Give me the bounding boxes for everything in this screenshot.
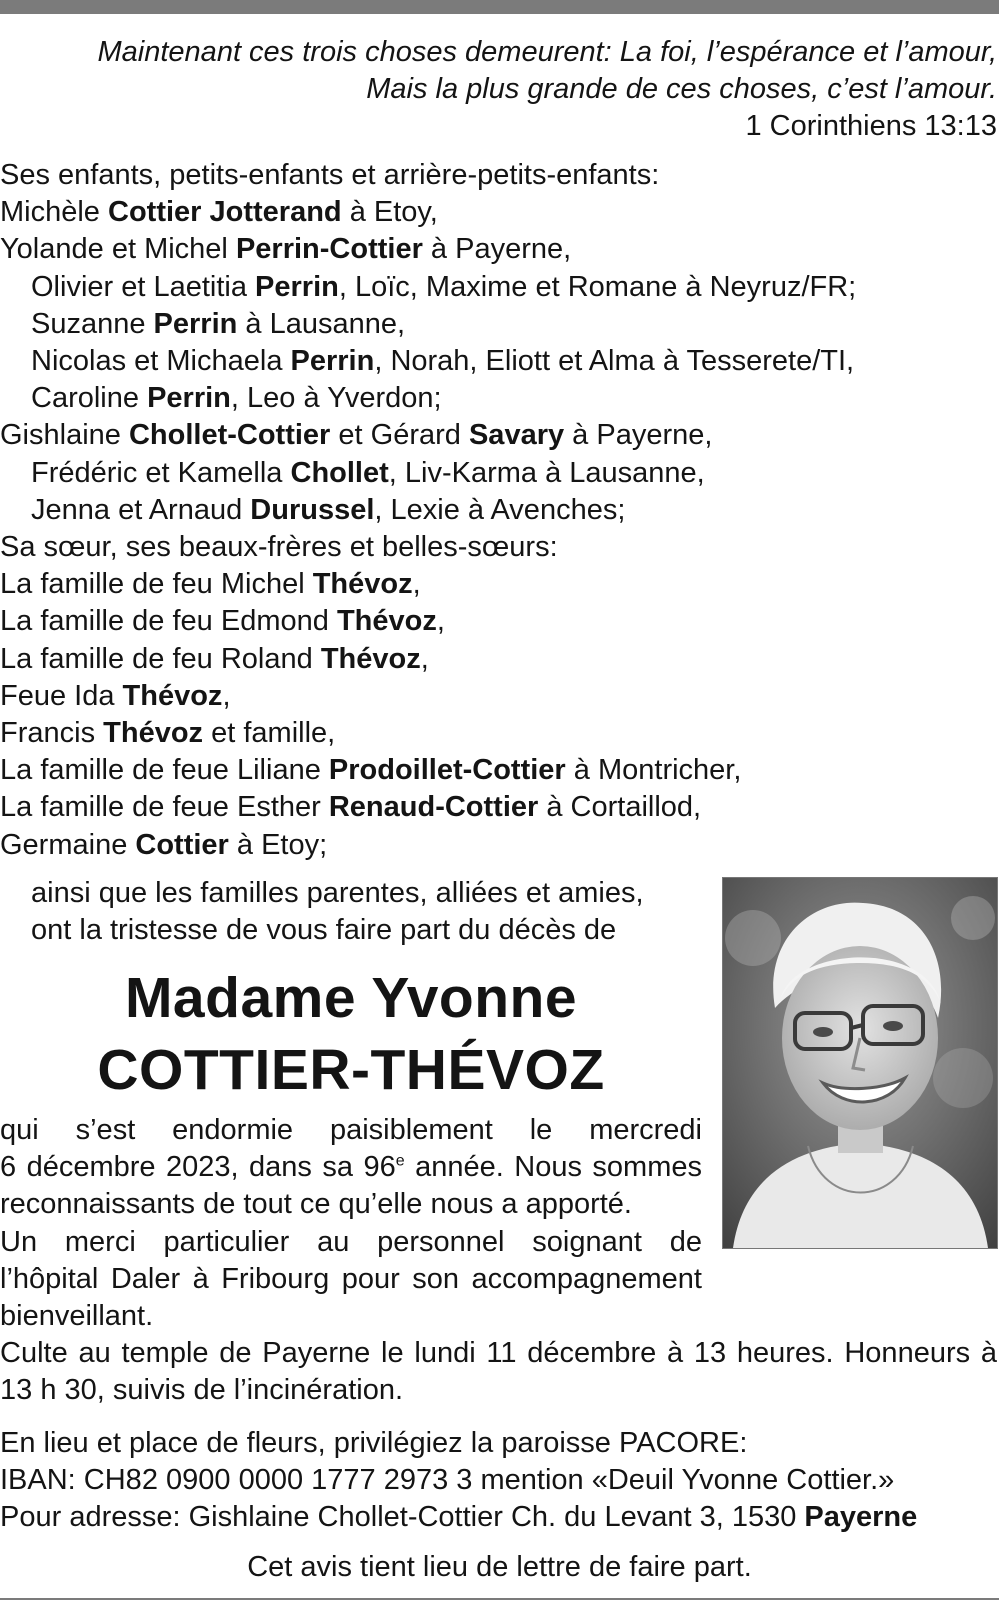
family-line: Gishlaine Chollet-Cottier et Gérard Savary à Payerne,: [0, 419, 713, 452]
detail-line: reconnaissants de tout ce qu’elle nous a apporté.: [0, 1188, 632, 1221]
family-line: Olivier et Laetitia Perrin, Loïc, Maxime et Romane à Neyruz/FR;: [31, 270, 857, 303]
family-line: Suzanne Perrin à Lausanne,: [31, 307, 406, 340]
top-rule: [0, 0, 999, 14]
closing-line: ont la tristesse de vous faire part du décès de: [31, 914, 617, 947]
deceased-name: [0, 962, 702, 1106]
family-line: Frédéric et Kamella Chollet, Liv-Karma à Lausanne,: [31, 456, 705, 489]
portrait-photo: [722, 877, 998, 1249]
sibling-line: La famille de feu Roland Thévoz,: [0, 642, 429, 675]
family-line: Nicolas et Michaela Perrin, Norah, Eliott et Alma à Tesserete/TI,: [31, 345, 855, 378]
flowers-line: En lieu et place de fleurs, privilégiez la paroisse PACORE:: [0, 1427, 748, 1459]
family-intro: Ses enfants, petits-enfants et arrière-petits-enfants:: [0, 159, 660, 191]
quote-line-1: Maintenant ces trois choses demeurent: La foi, l’espérance et l’amour,: [97, 36, 997, 68]
death-details: [0, 1112, 702, 1335]
detail-line: Un merci particulier au personnel soignant de: [0, 1225, 702, 1258]
detail-line: l’hôpital Daler à Fribourg pour son accompagnement: [0, 1262, 702, 1295]
sibling-intro: Sa sœur, ses beaux-frères et belles-sœurs:: [0, 531, 558, 564]
name-line-1: Madame Yvonne: [124, 966, 578, 1030]
detail-line: qui s’est endormie paisiblement le mercredi: [0, 1114, 702, 1146]
iban-line: IBAN: CH82 0900 0000 1777 2973 3 mention «Deuil Yvonne Cottier.»: [0, 1464, 895, 1497]
donation-info: [0, 1425, 997, 1537]
quote-reference: 1 Corinthiens 13:13: [745, 110, 997, 142]
sibling-line: La famille de feue Liliane Prodoillet-Cottier à Montricher,: [0, 754, 742, 787]
portrait-image: [723, 878, 997, 1248]
name-line-2: COTTIER-THÉVOZ: [97, 1038, 605, 1102]
family-line: Jenna et Arnaud Durussel, Lexie à Avenches;: [31, 493, 626, 526]
family-line: Michèle Cottier Jotterand à Etoy,: [0, 196, 438, 229]
family-line: Yolande et Michel Perrin-Cottier à Payerne,: [0, 233, 572, 266]
bottom-rule: [0, 1598, 999, 1600]
quote-line-2: Mais la plus grande de ces choses, c’est l’amour.: [366, 73, 997, 105]
ceremony-text: Culte au temple de Payerne le lundi 11 décembre à 13 heures. Honneurs à 13 h 30, suivis de l’incinération.: [0, 1337, 997, 1407]
family-list: [0, 157, 990, 949]
detail-line: bienveillant.: [0, 1300, 154, 1333]
bible-quote: [17, 34, 997, 145]
sibling-line: Germaine Cottier à Etoy;: [0, 828, 328, 861]
sibling-line: La famille de feu Edmond Thévoz,: [0, 605, 445, 638]
sibling-line: Feue Ida Thévoz,: [0, 679, 231, 712]
sibling-line: Francis Thévoz et famille,: [0, 717, 336, 750]
address-line: Pour adresse: Gishlaine Chollet-Cottier Ch. du Levant 3, 1530 Payerne: [0, 1501, 918, 1534]
closing-line: ainsi que les familles parentes, alliées et amies,: [31, 876, 644, 909]
detail-line: 6 décembre 2023, dans sa 96e année. Nous sommes: [0, 1151, 702, 1184]
sibling-line: La famille de feue Esther Renaud-Cottier à Cortaillod,: [0, 791, 702, 824]
family-line: Caroline Perrin, Leo à Yverdon;: [31, 382, 442, 415]
sibling-line: La famille de feu Michel Thévoz,: [0, 568, 421, 601]
footer-note: Cet avis tient lieu de lettre de faire part.: [247, 1551, 752, 1583]
